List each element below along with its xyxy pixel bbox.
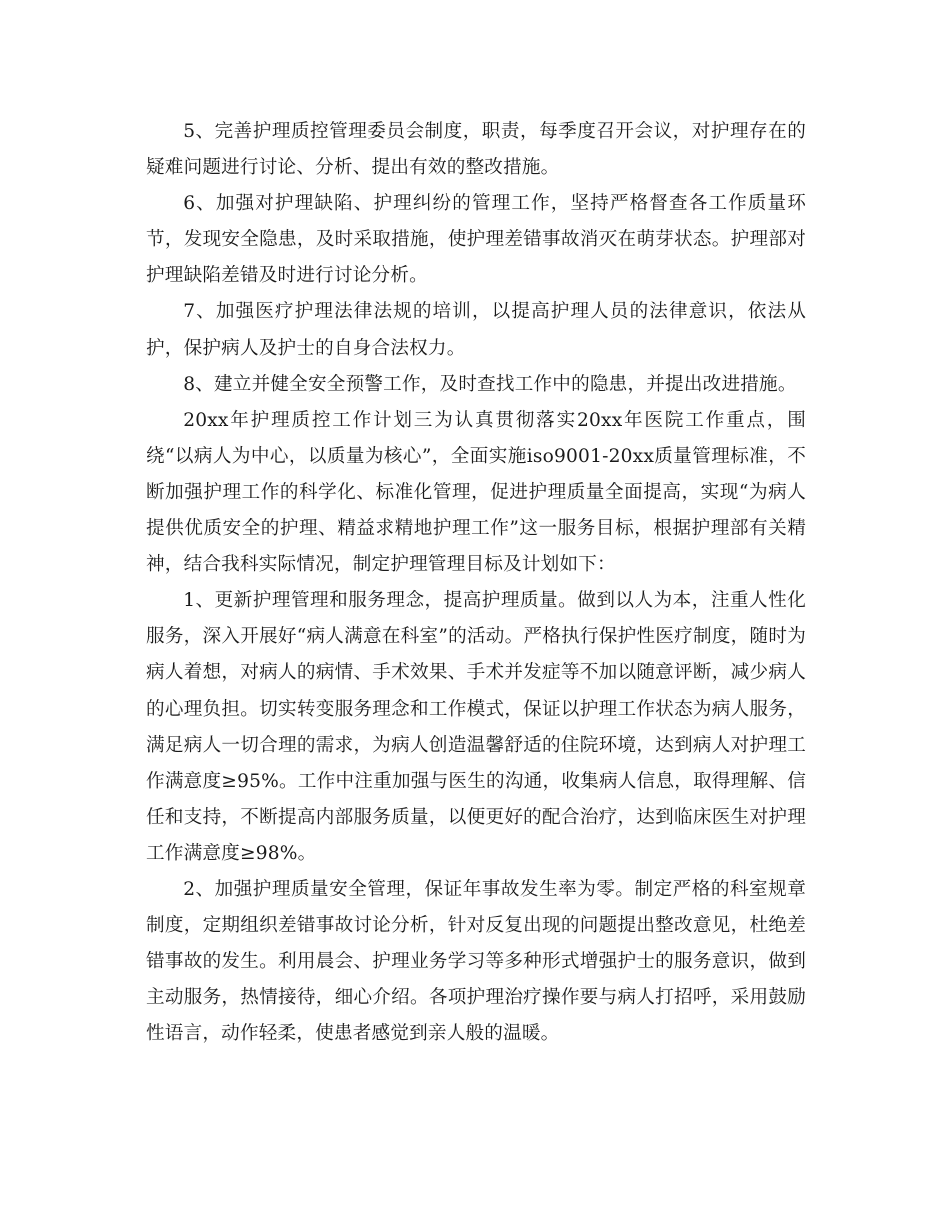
paragraph-5-quality-committee: 5、完善护理质控管理委员会制度，职责，每季度召开会议，对护理存在的疑难问题进行讨论、分析、提出有效的整改措施。 [146,121,806,179]
paragraph-6-defect-management: 6、加强对护理缺陷、护理纠纷的管理工作，坚持严格督查各工作质量环节，发现安全隐患，及时采取措施，使护理差错事故消灭在萌芽状态。护理部对护理缺陷差错及时进行讨论分析。 [146,193,806,287]
paragraph-7-legal-training: 7、加强医疗护理法律法规的培训，以提高护理人员的法律意识，依法从护，保护病人及护士的自身合法权力。 [146,301,806,359]
paragraph-1-service-concept: 1、更新护理管理和服务理念，提高护理质量。做到以人为本，注重人性化服务，深入开展好“病人满意在科室”的活动。严格执行保护性医疗制度，随时为病人着想，对病人的病情、手术效果、手术并发症等不加以随意评断，减少病人的心理负担。切实转变服务理念和工作模式，保证以护理工作状态为病人服务，满足病人一切合理的需求，为病人创造温馨舒适的住院环境，达到病人对护理工作满意度≥95%。工作中注重加强与医生的沟通，收集病人信息，取得理解、信任和支持，不断提高内部服务质量，以便更好的配合治疗，达到临床医生对护理工作满意度≥98%。 [146,590,806,864]
document-body [146,114,806,1052]
paragraph-8-safety-warning: 8、建立并健全安全预警工作，及时查找工作中的隐患，并提出改进措施。 [183,373,797,395]
paragraph-2-safety-management: 2、加强护理质量安全管理，保证年事故发生率为零。制定严格的科室规章制度，定期组织差错事故讨论分析，针对反复出现的问题提出整改意见，杜绝差错事故的发生。利用晨会、护理业务学习等多种形式增强护士的服务意识，做到主动服务，热情接待，细心介绍。各项护理治疗操作要与病人打招呼，采用鼓励性语言，动作轻柔，使患者感觉到亲人般的温暖。 [146,878,806,1045]
paragraph-plan-three-intro: 20xx年护理质控工作计划三为认真贯彻落实20xx年医院工作重点，围绕“以病人为中心，以质量为核心”，全面实施iso9001-20xx质量管理标准，不断加强护理工作的科学化、标准化管理，促进护理质量全面提高，实现“为病人提供优质安全的护理、精益求精地护理工作”这一服务目标，根据护理部有关精神，结合我科实际情况，制定护理管理目标及计划如下： [146,409,806,576]
